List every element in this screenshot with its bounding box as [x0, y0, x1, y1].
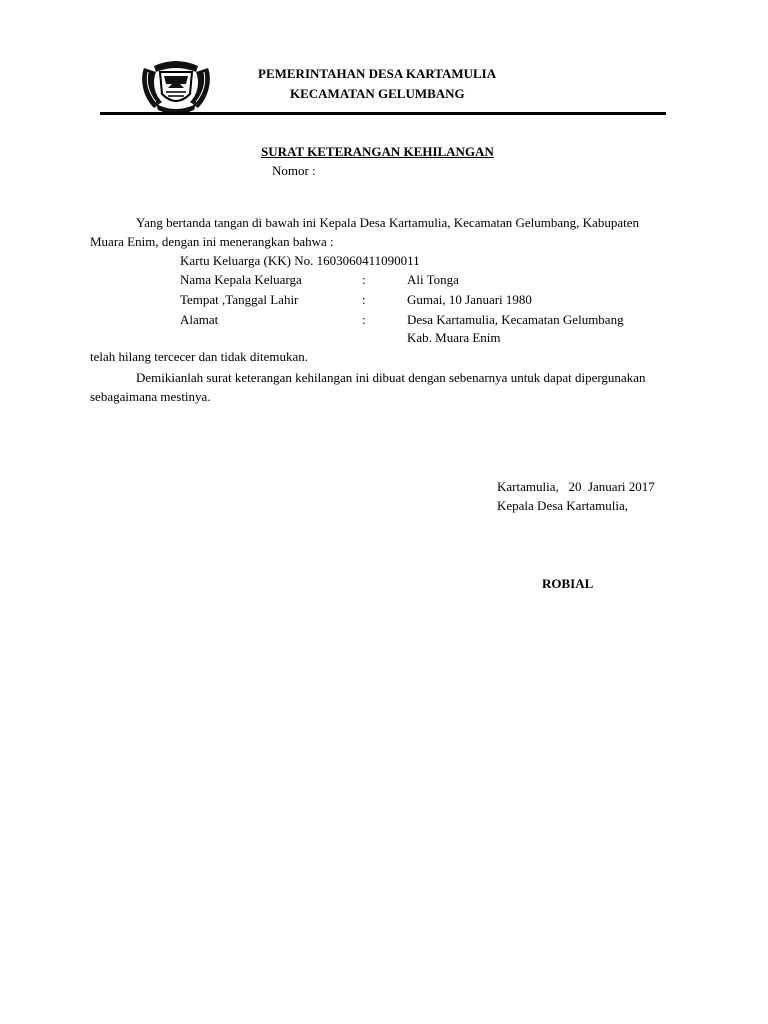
field-separator: : — [362, 312, 366, 327]
signature-place-date: Kartamulia, 20 Januari 2017 — [497, 479, 655, 494]
field-value-address: Desa Kartamulia, Kecamatan Gelumbang — [407, 312, 624, 327]
intro-paragraph-line2: Muara Enim, dengan ini menerangkan bahwa : — [90, 234, 334, 249]
signature-name: ROBIAL — [542, 576, 594, 591]
field-separator: : — [362, 272, 366, 287]
letter-number-label: Nomor : — [272, 163, 316, 178]
letter-title: SURAT KETERANGAN KEHILANGAN — [261, 144, 494, 159]
field-value-birth-place-date: Gumai, 10 Januari 1980 — [407, 292, 532, 307]
header-government-name: PEMERINTAHAN DESA KARTAMULIA — [258, 66, 497, 81]
field-separator: : — [362, 292, 366, 307]
header-district-name: KECAMATAN GELUMBANG — [290, 86, 465, 101]
header-divider — [100, 112, 666, 115]
field-value-head-of-family: Ali Tonga — [407, 272, 459, 287]
intro-paragraph-line1: Yang bertanda tangan di bawah ini Kepala Desa Kartamulia, Kecamatan Gelumbang, Kabupaten — [136, 215, 639, 230]
field-label-birth-place-date: Tempat ,Tanggal Lahir — [180, 292, 299, 307]
family-card-number: Kartu Keluarga (KK) No. 1603060411090011 — [180, 253, 420, 268]
field-value-address-line2: Kab. Muara Enim — [407, 330, 501, 345]
signature-position: Kepala Desa Kartamulia, — [497, 498, 629, 513]
field-label-address: Alamat — [180, 312, 219, 327]
closing-paragraph-line2: sebagaimana mestinya. — [90, 389, 211, 404]
closing-paragraph-line1: Demikianlah surat keterangan kehilangan ini dibuat dengan sebenarnya untuk dapat dipergunakan — [136, 370, 646, 385]
field-label-head-of-family: Nama Kepala Keluarga — [180, 272, 302, 287]
lost-statement: telah hilang tercecer dan tidak ditemukan. — [90, 349, 309, 364]
village-emblem-logo — [140, 58, 212, 114]
